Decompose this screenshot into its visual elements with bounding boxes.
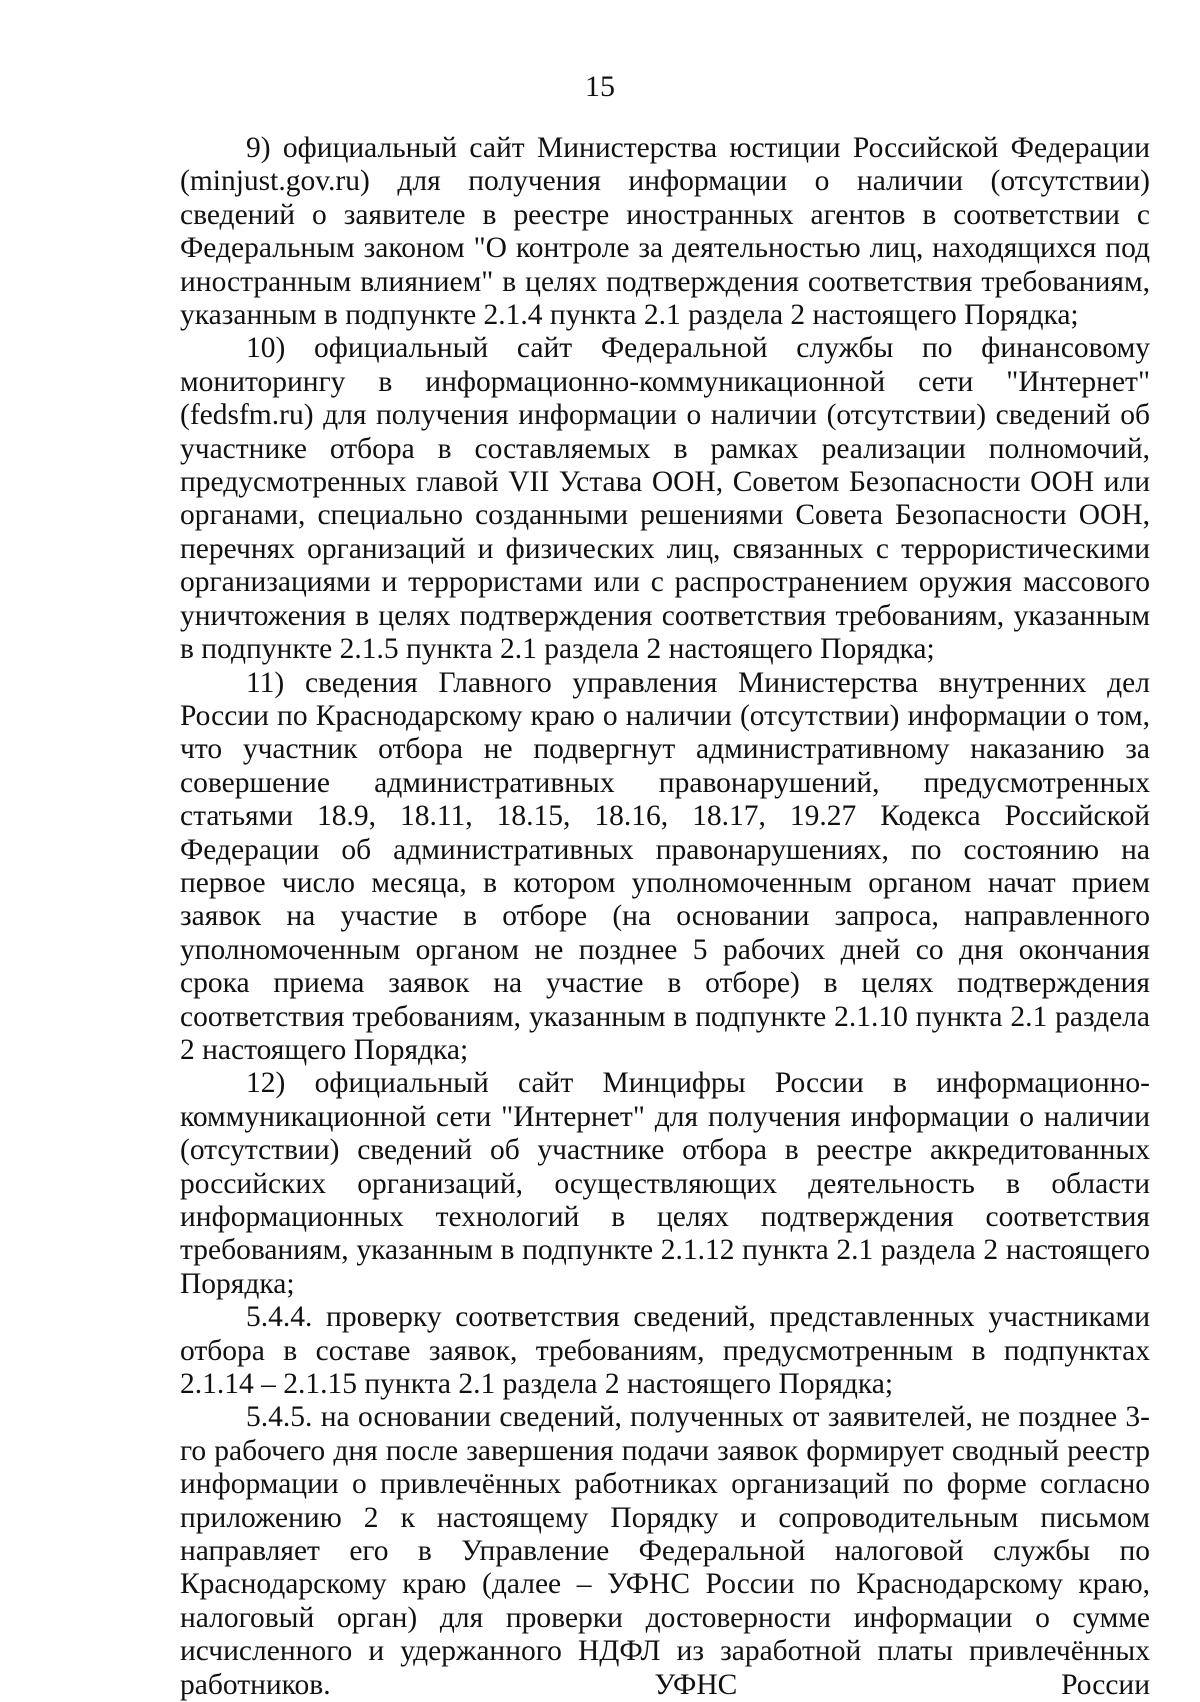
paragraph-item-9: 9) официальный сайт Министерства юстиции Российской Федерации (minjust.gov.ru) для получения информации о наличии (отсутствии) сведений о заявителе в реестре иностранных агентов в соответствии с Федеральным законом "О контроле за деятельностью лиц, находящихся под иностранным влиянием" в целях подтверждения соответствия требованиям, указанным в подпункте 2.1.4 пункта 2.1 раздела 2 настоящего Порядка;: [180, 132, 1150, 332]
paragraph-item-12: 12) официальный сайт Минцифры России в информационно-коммуникационной сети "Интернет" для получения информации о наличии (отсутствии) сведений об участнике отбора в реестре аккредитованных российских организаций, осуществляющих деятельность в области информационных технологий в целях подтверждения соответствия требованиям, указанным в подпункте 2.1.12 пункта 2.1 раздела 2 настоящего Порядка;: [180, 1067, 1150, 1300]
paragraph-5-4-4: 5.4.4. проверку соответствия сведений, представленных участниками отбора в составе заявок, требованиям, предусмотренным в подпунктах 2.1.14 – 2.1.15 пункта 2.1 раздела 2 настоящего Порядка;: [180, 1301, 1150, 1401]
paragraph-item-10: 10) официальный сайт Федеральной службы по финансовому мониторингу в информационно-коммуникационной сети "Интернет" (fedsfm.ru) для получения информации о наличии (отсутствии) сведений об участнике отбора в составляемых в рамках реализации полномочий, предусмотренных главой VII Устава ООН, Советом Безопасности ООН или органами, специально созданными решениями Совета Безопасности ООН, перечнях организаций и физических лиц, связанных с террористическими организациями и террористами или с распространением оружия массового уничтожения в целях подтверждения соответствия требованиям, указанным в подпункте 2.1.5 пункта 2.1 раздела 2 настоящего Порядка;: [180, 332, 1150, 666]
paragraph-item-11: 11) сведения Главного управления Министерства внутренних дел России по Краснодарскому краю о наличии (отсутствии) информации о том, что участник отбора не подвергнут административному наказанию за совершение административных правонарушений, предусмотренных статьями 18.9, 18.11, 18.15, 18.16, 18.17, 19.27 Кодекса Российской Федерации об административных правонарушениях, по состоянию на первое число месяца, в котором уполномоченным органом начат прием заявок на участие в отборе (на основании запроса, направленного уполномоченным органом не позднее 5 рабочих дней со дня окончания срока приема заявок на участие в отборе) в целях подтверждения соответствия требованиям, указанным в подпункте 2.1.10 пункта 2.1 раздела 2 настоящего Порядка;: [180, 666, 1150, 1066]
page-number: 15: [585, 70, 615, 103]
paragraph-5-4-5: 5.4.5. на основании сведений, полученных от заявителей, не позднее 3-го рабочего дня после завершения подачи заявок формирует сводный реестр информации о привлечённых работниках организаций по форме согласно приложению 2 к настоящему Порядку и сопроводительным письмом направляет его в Управление Федеральной налоговой службы по Краснодарскому краю (далее – УФНС России по Краснодарскому краю, налоговый орган) для проверки достоверности информации о сумме исчисленного и удержанного НДФЛ из заработной платы привлечённых работников. УФНС России: [180, 1401, 1150, 1701]
document-body: [180, 132, 1150, 1702]
